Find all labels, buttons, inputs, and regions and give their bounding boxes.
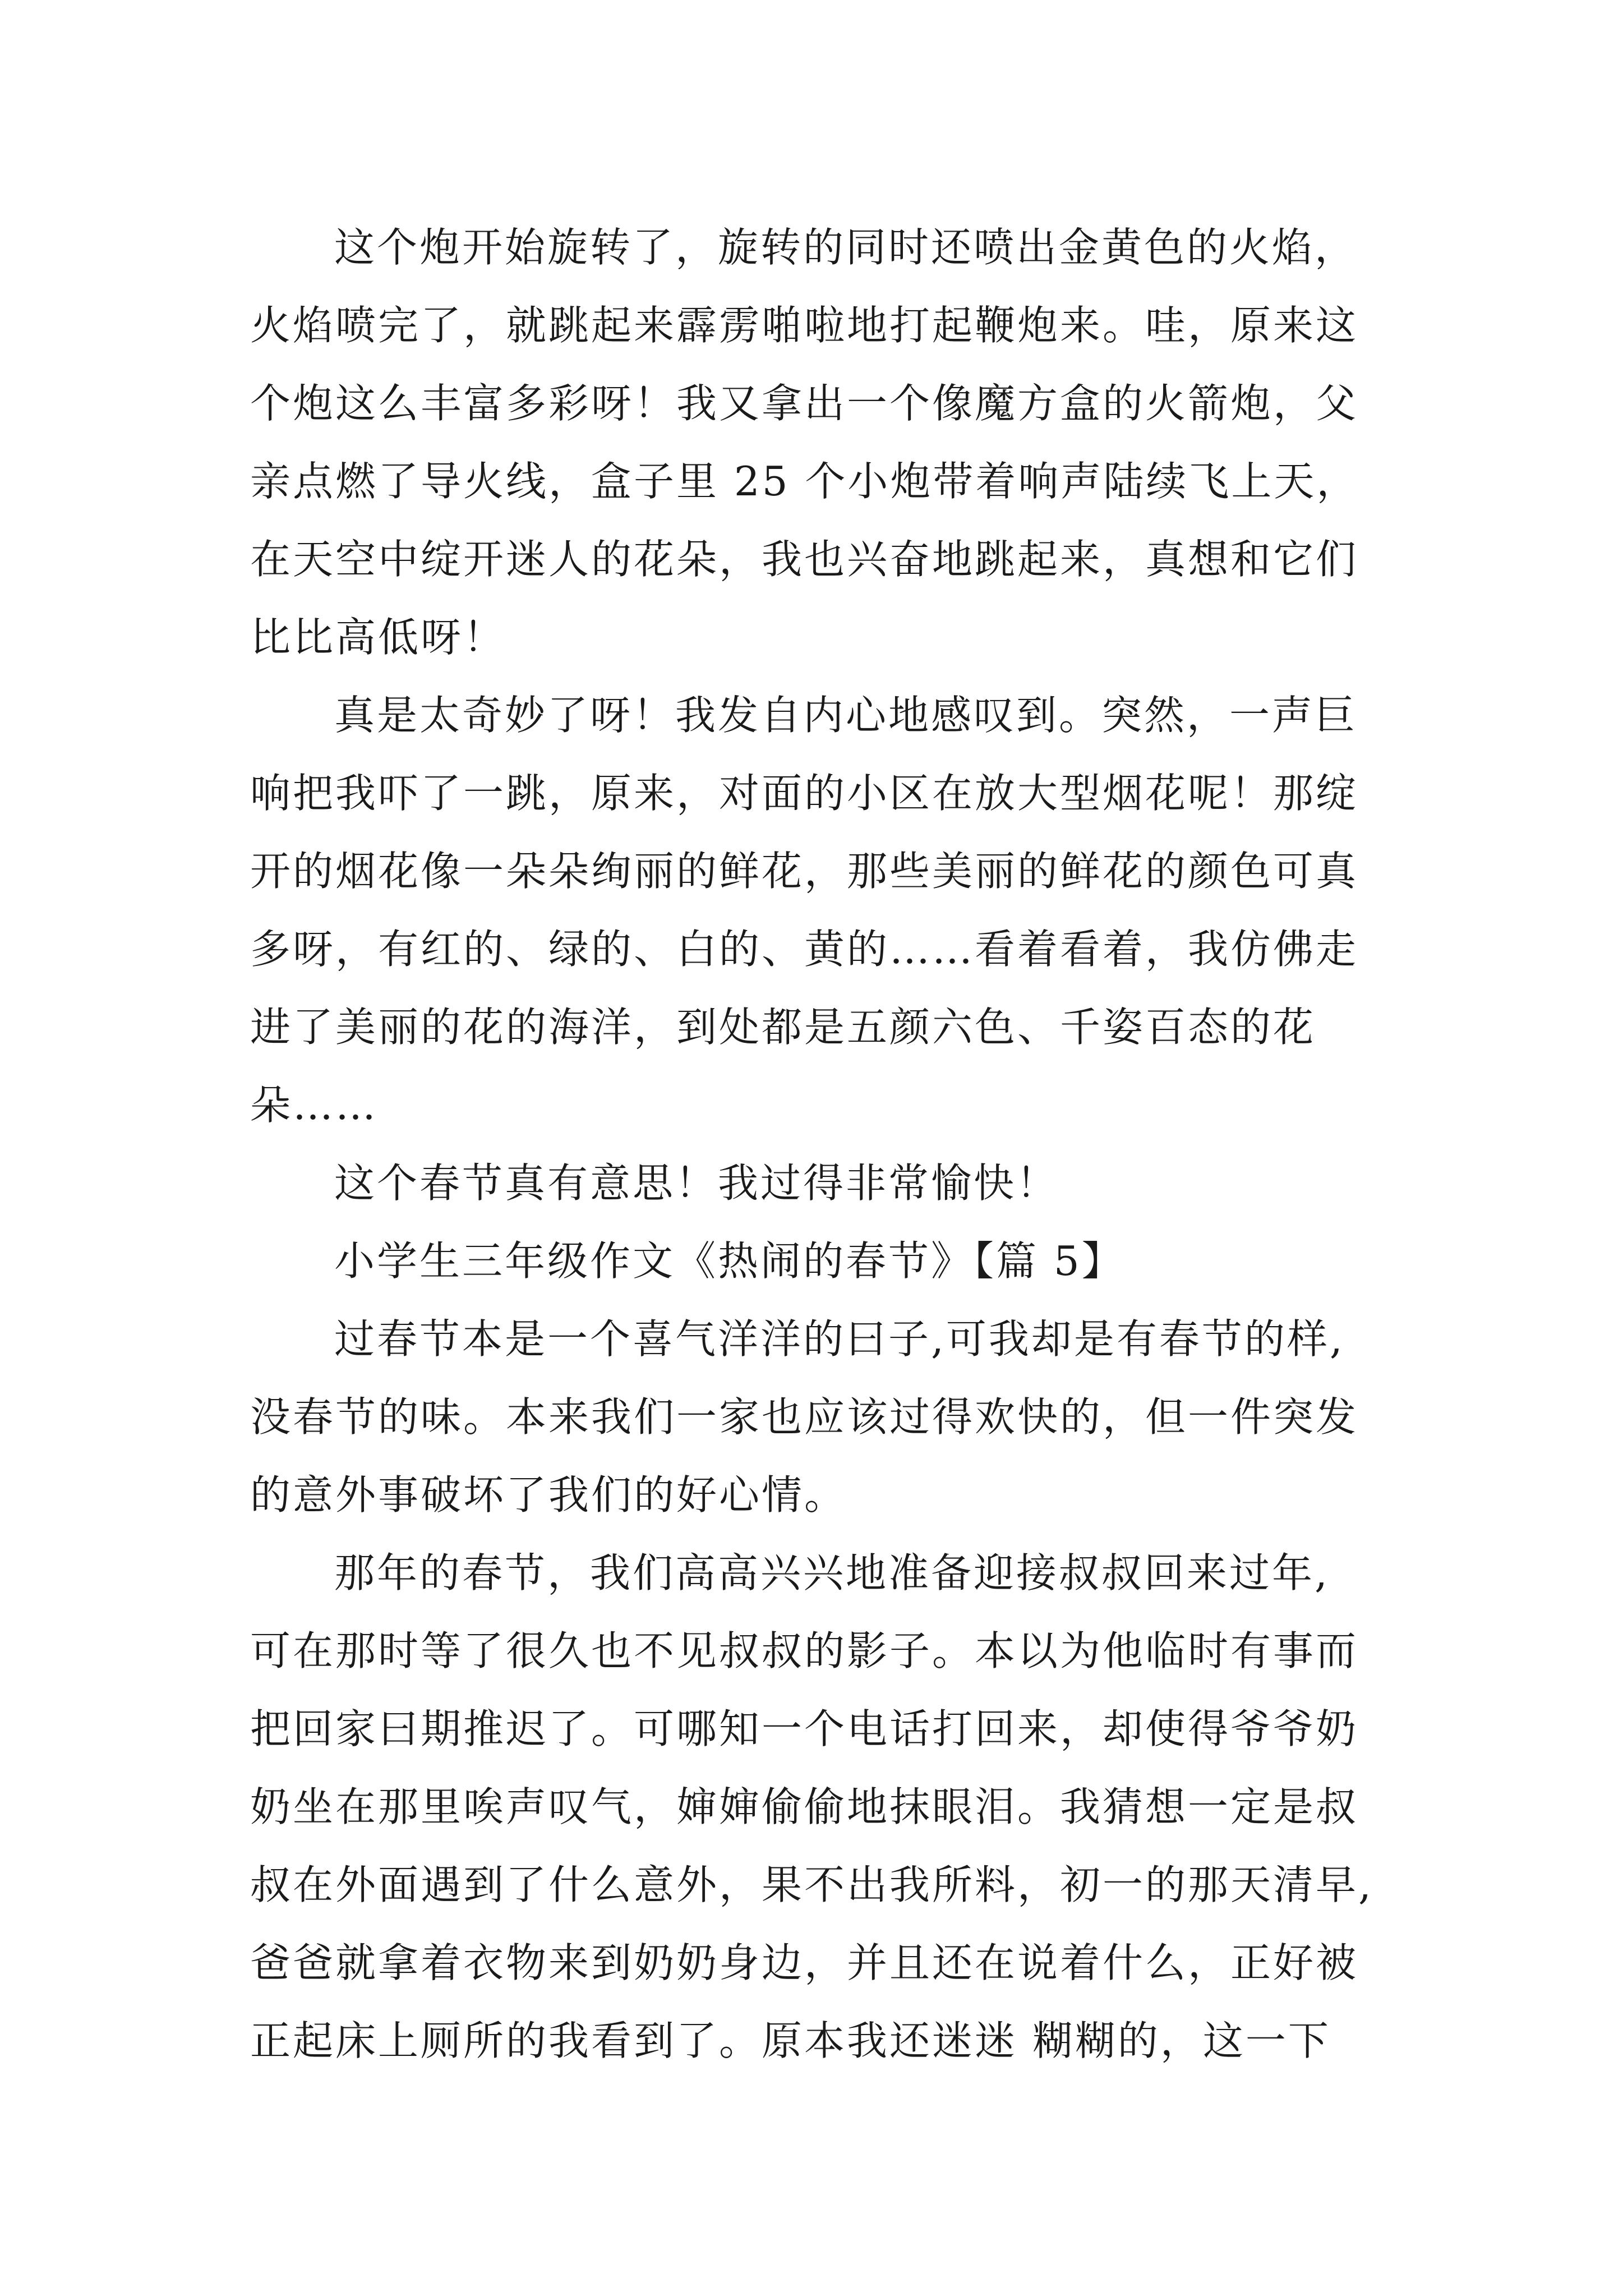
text-line: 把回家曰期推迟了。可哪知一个电话打回来，却使得爷爷奶 [250, 1705, 1359, 1752]
text-line: 比比高低呀！ [250, 614, 506, 661]
text-line: 亲点燃了导火线，盒子里 25 个小炮带着响声陆续飞上天， [250, 458, 1359, 505]
text-line: 可在那时等了很久也不见叔叔的影子。本以为他临时有事而 [250, 1627, 1359, 1674]
text-line: 火焰喷完了，就跳起来霹雳啪啦地打起鞭炮来。哇，原来这 [250, 302, 1359, 349]
text-line: 的意外事破坏了我们的好心情。 [250, 1471, 847, 1519]
document-body [250, 209, 1391, 2080]
text-line: 这个炮开始旋转了，旋转的同时还喷出金黄色的火焰， [334, 224, 1358, 271]
text-line: 叔在外面遇到了什么意外，果不出我所料，初一的那天清早, [250, 1861, 1373, 1908]
heading-line: 小学生三年级作文《热闹的春节》【篇 5】 [334, 1237, 1124, 1285]
text-line: 朵…… [250, 1082, 379, 1129]
paragraph-5 [250, 1534, 1391, 2080]
text-line: 响把我吓了一跳，原来，对面的小区在放大型烟花呢！那绽 [250, 770, 1359, 817]
text-line: 正起床上厕所的我看到了。原本我还迷迷 糊糊的，这一下 [250, 2017, 1331, 2064]
text-line: 进了美丽的花的海洋，到处都是五颜六色、千姿百态的花 [250, 1004, 1316, 1051]
text-line: 奶坐在那里唉声叹气，婶婶偷偷地抹眼泪。我猜想一定是叔 [250, 1783, 1359, 1830]
text-line: 这个春节真有意思！我过得非常愉快！ [334, 1159, 1059, 1207]
text-line: 过春节本是一个喜气洋洋的曰子,可我却是有春节的样, [334, 1315, 1345, 1363]
text-line: 没春节的味。本来我们一家也应该过得欢快的，但一件突发 [250, 1393, 1359, 1441]
text-line: 多呀，有红的、绿的、白的、黄的……看着看着，我仿佛走 [250, 926, 1359, 973]
paragraph-3 [250, 1144, 1391, 1222]
paragraph-1 [250, 209, 1391, 677]
paragraph-2 [250, 677, 1391, 1144]
text-line: 真是太奇妙了呀！我发自内心地感叹到。突然，一声巨 [334, 692, 1358, 739]
text-line: 那年的春节，我们高高兴兴地准备迎接叔叔回来过年, [334, 1549, 1330, 1596]
text-line: 在天空中绽开迷人的花朵，我也兴奋地跳起来，真想和它们 [250, 536, 1359, 583]
section-heading [250, 1222, 1391, 1300]
paragraph-4 [250, 1300, 1391, 1534]
text-line: 爸爸就拿着衣物来到奶奶身边，并且还在说着什么，正好被 [250, 1939, 1359, 1986]
text-line: 开的烟花像一朵朵绚丽的鲜花，那些美丽的鲜花的颜色可真 [250, 848, 1359, 895]
text-line: 个炮这么丰富多彩呀！我又拿出一个像魔方盒的火箭炮，父 [250, 380, 1359, 427]
